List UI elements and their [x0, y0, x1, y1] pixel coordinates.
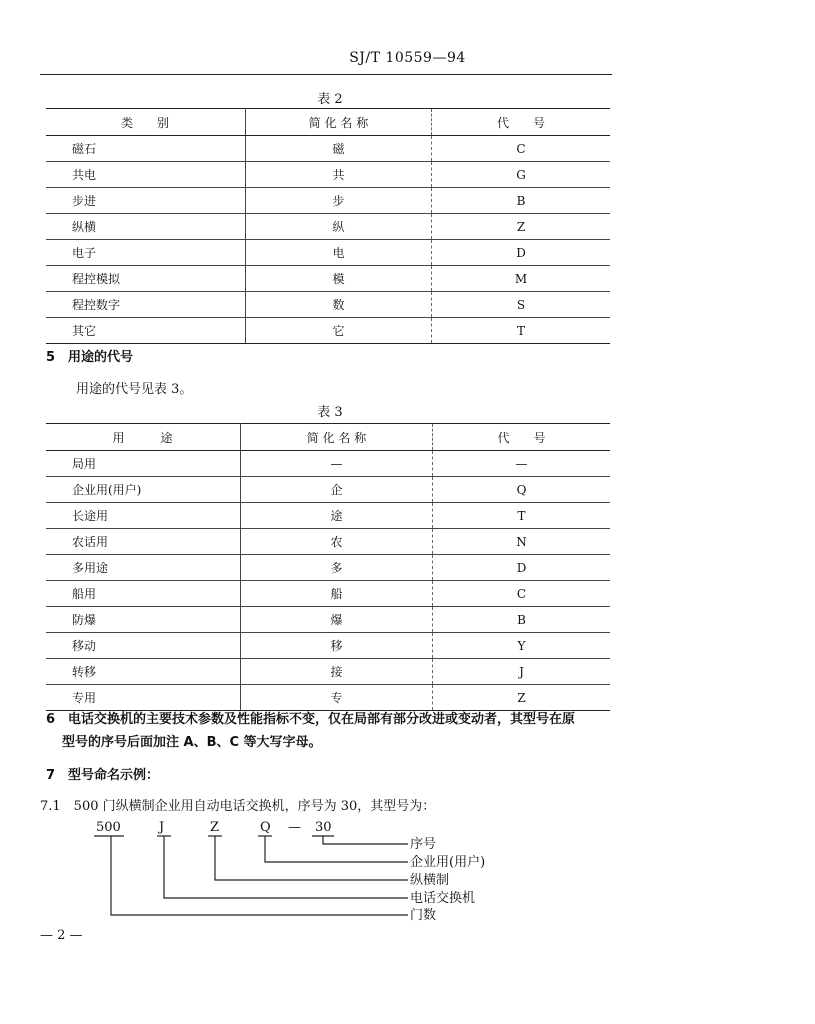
table3-cell-abbrev: 接: [241, 659, 433, 685]
table3-cell-category: 转移: [46, 659, 241, 685]
table2-header-category: 类 别: [46, 109, 246, 136]
leader-doors: [111, 836, 408, 915]
table3-cell-code: Z: [433, 685, 611, 711]
label-enterprise: 企业用(用户): [410, 855, 486, 870]
table3-cell-category: 多用途: [46, 555, 241, 581]
table2-cell-abbrev: 纵: [246, 214, 432, 240]
section6-line2: 型号的序号后面加注 A、B、C 等大写字母。: [62, 735, 322, 750]
table2-cell-category: 步进: [46, 188, 246, 214]
table3-caption: 表 3: [317, 405, 343, 420]
table3-cell-code: C: [433, 581, 611, 607]
table2-cell-abbrev: 电: [246, 240, 432, 266]
table2-cell-abbrev: 磁: [246, 136, 432, 162]
table3-cell-category: 防爆: [46, 607, 241, 633]
table3-cell-abbrev: 爆: [241, 607, 433, 633]
page-number: — 2 —: [40, 928, 83, 943]
table3-cell-code: D: [433, 555, 611, 581]
table2-cell-category: 程控数字: [46, 292, 246, 318]
table3-cell-code: Y: [433, 633, 611, 659]
table2-cell-category: 其它: [46, 318, 246, 344]
model-part-enterprise: Q: [260, 820, 271, 835]
leader-exchange: [164, 836, 408, 898]
example71-text: 7.1 500 门纵横制企业用自动电话交换机，序号为 30，其型号为：: [40, 799, 436, 814]
table2-cell-abbrev: 步: [246, 188, 432, 214]
table3-cell-code: B: [433, 607, 611, 633]
label-serial: 序号: [410, 837, 437, 852]
table3-cell-category: 船用: [46, 581, 241, 607]
table3-cell-category: 移动: [46, 633, 241, 659]
table3-cell-code: J: [433, 659, 611, 685]
table2-cell-category: 磁石: [46, 136, 246, 162]
model-part-crossbar: Z: [210, 820, 220, 835]
table2-cell-category: 纵横: [46, 214, 246, 240]
table3-cell-abbrev: 船: [241, 581, 433, 607]
table2-caption: 表 2: [317, 92, 343, 107]
table3-header-use: 用 途: [46, 424, 241, 451]
table3-cell-abbrev: 专: [241, 685, 433, 711]
table2-cell-code: S: [432, 292, 611, 318]
table2-cell-category: 程控模拟: [46, 266, 246, 292]
table2-cell-abbrev: 它: [246, 318, 432, 344]
model-part-doors: 500: [96, 820, 121, 835]
table2-cell-category: 电子: [46, 240, 246, 266]
model-part-serial: 30: [315, 820, 332, 835]
table3-cell-code: —: [433, 451, 611, 477]
leader-crossbar: [215, 836, 408, 880]
table2-cell-code: D: [432, 240, 611, 266]
table3-cell-abbrev: 多: [241, 555, 433, 581]
table3-header-code: 代 号: [433, 424, 611, 451]
table3-cell-category: 局用: [46, 451, 241, 477]
leader-serial: [323, 836, 408, 844]
table2-cell-code: B: [432, 188, 611, 214]
table3-cell-abbrev: 农: [241, 529, 433, 555]
table3-cell-code: Q: [433, 477, 611, 503]
table2-header-code: 代 号: [432, 109, 611, 136]
table3-cell-category: 企业用(用户): [46, 477, 241, 503]
table2-cell-abbrev: 数: [246, 292, 432, 318]
table3-cell-category: 农话用: [46, 529, 241, 555]
table2-header-abbrev: 简 化 名 称: [246, 109, 432, 136]
leader-enterprise: [265, 836, 408, 862]
section5-text: 用途的代号见表 3。: [76, 382, 193, 397]
document-header: SJ/T 10559—94: [349, 50, 466, 66]
table3-cell-category: 长途用: [46, 503, 241, 529]
label-exchange: 电话交换机: [410, 891, 476, 906]
table3-cell-abbrev: 途: [241, 503, 433, 529]
model-part-dash: —: [288, 820, 301, 835]
table2-cell-abbrev: 共: [246, 162, 432, 188]
table2-cell-code: T: [432, 318, 611, 344]
table3-cell-abbrev: 企: [241, 477, 433, 503]
table2-cell-category: 共电: [46, 162, 246, 188]
table2-cell-code: G: [432, 162, 611, 188]
table3-cell-abbrev: 移: [241, 633, 433, 659]
section5-heading: 5 用途的代号: [46, 350, 134, 365]
table2-cell-code: C: [432, 136, 611, 162]
table2-cell-code: Z: [432, 214, 611, 240]
table2-cell-abbrev: 模: [246, 266, 432, 292]
label-crossbar: 纵横制: [410, 873, 450, 888]
table3-cell-category: 专用: [46, 685, 241, 711]
table3-cell-code: T: [433, 503, 611, 529]
table3-cell-abbrev: —: [241, 451, 433, 477]
section6-line1: 6 电话交换机的主要技术参数及性能指标不变，仅在局部有部分改进或变动者，其型号在原: [46, 712, 576, 727]
table2-cell-code: M: [432, 266, 611, 292]
label-doors: 门数: [410, 908, 437, 923]
table3-header-abbrev: 简 化 名 称: [241, 424, 433, 451]
section7-heading: 7 型号命名示例：: [46, 768, 160, 783]
model-part-exchange: J: [159, 820, 165, 835]
table3-cell-code: N: [433, 529, 611, 555]
